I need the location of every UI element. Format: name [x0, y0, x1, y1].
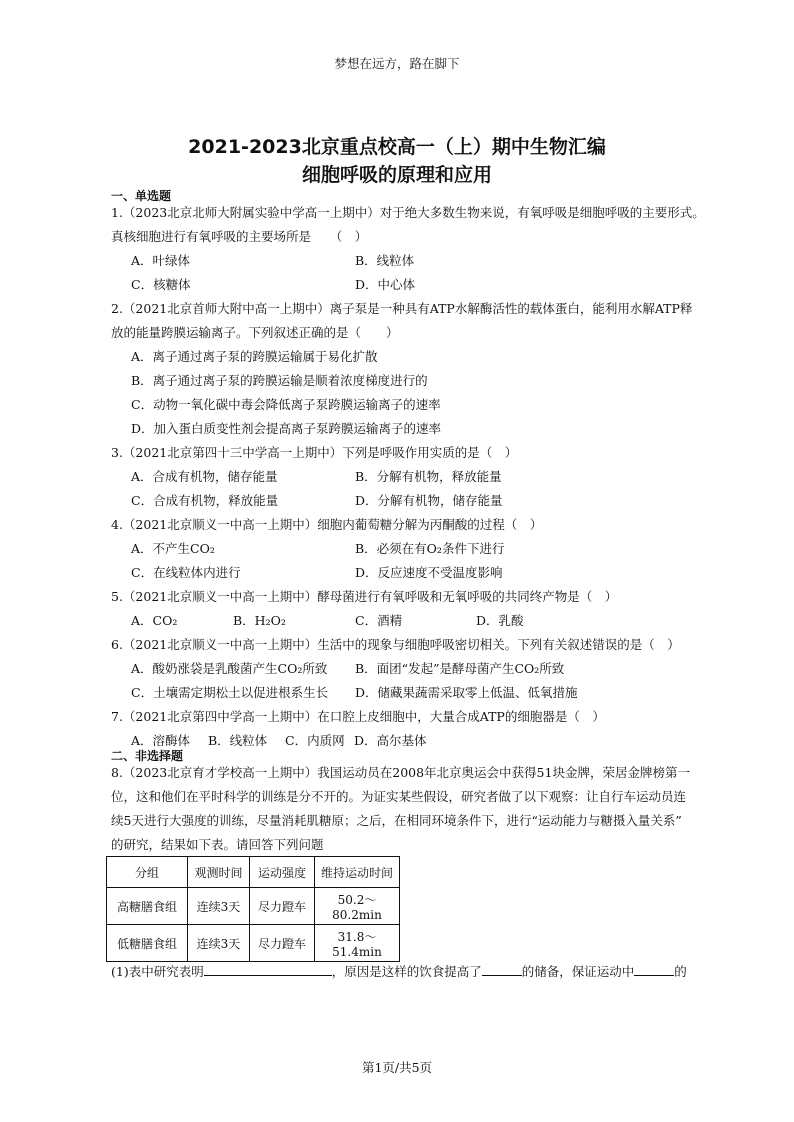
table-cell: 连续3天	[188, 925, 250, 962]
question-2-option-c: C．动物一氧化碳中毒会降低离子泵跨膜运输离子的速率	[131, 397, 441, 412]
question-3-option-d: D．分解有机物，储存能量	[355, 493, 503, 508]
question-1-stem-cont: 真核细胞进行有氧呼吸的主要场所是 （ ）	[111, 229, 368, 244]
question-5-option-a: A．CO₂	[131, 613, 178, 628]
question-3-option-a: A．合成有机物，储存能量	[131, 469, 278, 484]
answer-blank	[634, 963, 674, 976]
question-4-stem: 4.（2021北京顺义一中高一上期中）细胞内葡萄糖分解为丙酮酸的过程（ ）	[111, 517, 543, 532]
question-4-option-d: D．反应速度不受温度影响	[355, 565, 503, 580]
table-header-row	[107, 857, 400, 888]
question-5-stem: 5.（2021北京顺义一中高一上期中）酵母菌进行有氧呼吸和无氧呼吸的共同终产物是（ ）	[111, 589, 618, 604]
table-row	[107, 925, 400, 962]
page-footer: 第1页/共5页	[361, 1060, 433, 1075]
question-5-option-d: D．乳酸	[476, 613, 524, 628]
question-3-stem: 3.（2021北京第四十三中学高一上期中）下列是呼吸作用实质的是（ ）	[111, 445, 518, 460]
table-header-cell: 观测时间	[188, 857, 250, 888]
section-heading-single-choice: 一、单选题	[111, 189, 172, 203]
question-8-stem-cont-3: 的研究，结果如下表。请回答下列问题	[111, 837, 324, 852]
question-6-stem: 6.（2021北京顺义一中高一上期中）生活中的现象与细胞呼吸密切相关。下列有关叙述错误的是（ ）	[111, 637, 680, 652]
question-7-stem: 7.（2021北京第四中学高一上期中）在口腔上皮细胞中，大量合成ATP的细胞器是（ ）	[111, 709, 605, 724]
question-6-option-d: D．储藏果蔬需采取零上低温、低氧措施	[355, 685, 578, 700]
table-cell: 尽力蹬车	[250, 925, 315, 962]
question-1-option-a: A．叶绿体	[131, 253, 191, 268]
page-header: 梦想在远方，路在脚下	[334, 56, 460, 71]
question-4-option-a: A．不产生CO₂	[131, 541, 215, 556]
sub-1-text-c: 的储备，保证运动中	[521, 964, 635, 979]
table-header-cell: 维持运动时间	[315, 857, 400, 888]
table-cell: 50.2～80.2min	[315, 888, 400, 925]
question-8-stem: 8.（2023北京育才学校高一上期中）我国运动员在2008年北京奥运会中获得51块金牌，荣居金牌榜第一	[111, 765, 690, 780]
question-6-option-a: A．酸奶涨袋是乳酸菌产生CO₂所致	[131, 661, 328, 676]
question-1-option-d: D．中心体	[355, 277, 416, 292]
question-2-option-d: D．加入蛋白质变性剂会提高离子泵跨膜运输离子的速率	[131, 421, 442, 436]
table-cell: 尽力蹬车	[250, 888, 315, 925]
table-header-cell: 分组	[107, 857, 188, 888]
results-table	[106, 856, 400, 962]
question-4-option-c: C．在线粒体内进行	[131, 565, 241, 580]
question-5-option-b: B．H₂O₂	[233, 613, 286, 628]
document-subtitle: 细胞呼吸的原理和应用	[301, 164, 492, 186]
answer-blank	[482, 963, 522, 976]
question-3-option-c: C．合成有机物，释放能量	[131, 493, 279, 508]
question-1-stem: 1.（2023北京北师大附属实验中学高一上期中）对于绝大多数生物来说，有氧呼吸是细胞呼吸的主要形式。	[111, 205, 705, 220]
question-1-option-c: C．核糖体	[131, 277, 191, 292]
table-header-cell: 运动强度	[250, 857, 315, 888]
question-2-stem-cont: 放的能量跨膜运输离子。下列叙述正确的是（ ）	[111, 325, 399, 340]
question-8-sub-1	[111, 962, 687, 980]
question-1-option-b: B．线粒体	[355, 253, 415, 268]
question-7-option-c: C．内质网	[285, 733, 345, 748]
question-7-option-d: D．高尔基体	[354, 733, 427, 748]
sub-1-text-b: ，原因是这样的饮食提高了	[331, 964, 482, 979]
question-8-stem-cont-2: 续5天进行大强度的训练，尽量消耗肌糖原；之后，在相同环境条件下，进行“运动能力与糖摄入量关系”	[111, 813, 682, 828]
table-cell: 31.8～51.4min	[315, 925, 400, 962]
question-6-option-b: B．面团“发起”是酵母菌产生CO₂所致	[355, 661, 565, 676]
table-row	[107, 888, 400, 925]
question-2-option-a: A．离子通过离子泵的跨膜运输属于易化扩散	[131, 349, 378, 364]
question-2-option-b: B．离子通过离子泵的跨膜运输是顺着浓度梯度进行的	[131, 373, 428, 388]
question-6-option-c: C．土壤需定期松土以促进根系生长	[131, 685, 329, 700]
question-3-option-b: B．分解有机物，释放能量	[355, 469, 502, 484]
section-heading-non-choice: 二、非选择题	[111, 749, 184, 763]
question-5-option-c: C．酒精	[355, 613, 403, 628]
sub-1-text-a: (1)表中研究表明	[111, 964, 204, 979]
question-2-stem: 2.（2021北京首师大附中高一上期中）离子泵是一种具有ATP水解酶活性的载体蛋白，能利用水解ATP释	[111, 301, 693, 316]
question-8-stem-cont-1: 位，这和他们在平时科学的训练是分不开的。为证实某些假设，研究者做了以下观察：让自行车运动员连	[111, 789, 687, 804]
document-title: 2021-2023北京重点校高一（上）期中生物汇编	[188, 136, 606, 158]
table-cell: 连续3天	[188, 888, 250, 925]
sub-1-text-d: 的	[674, 964, 687, 979]
question-7-option-a: A．溶酶体	[131, 733, 191, 748]
question-4-option-b: B．必须在有O₂条件下进行	[355, 541, 505, 556]
answer-blank	[204, 963, 332, 976]
question-7-option-b: B．线粒体	[208, 733, 268, 748]
table-cell: 低糖膳食组	[107, 925, 188, 962]
table-cell: 高糖膳食组	[107, 888, 188, 925]
